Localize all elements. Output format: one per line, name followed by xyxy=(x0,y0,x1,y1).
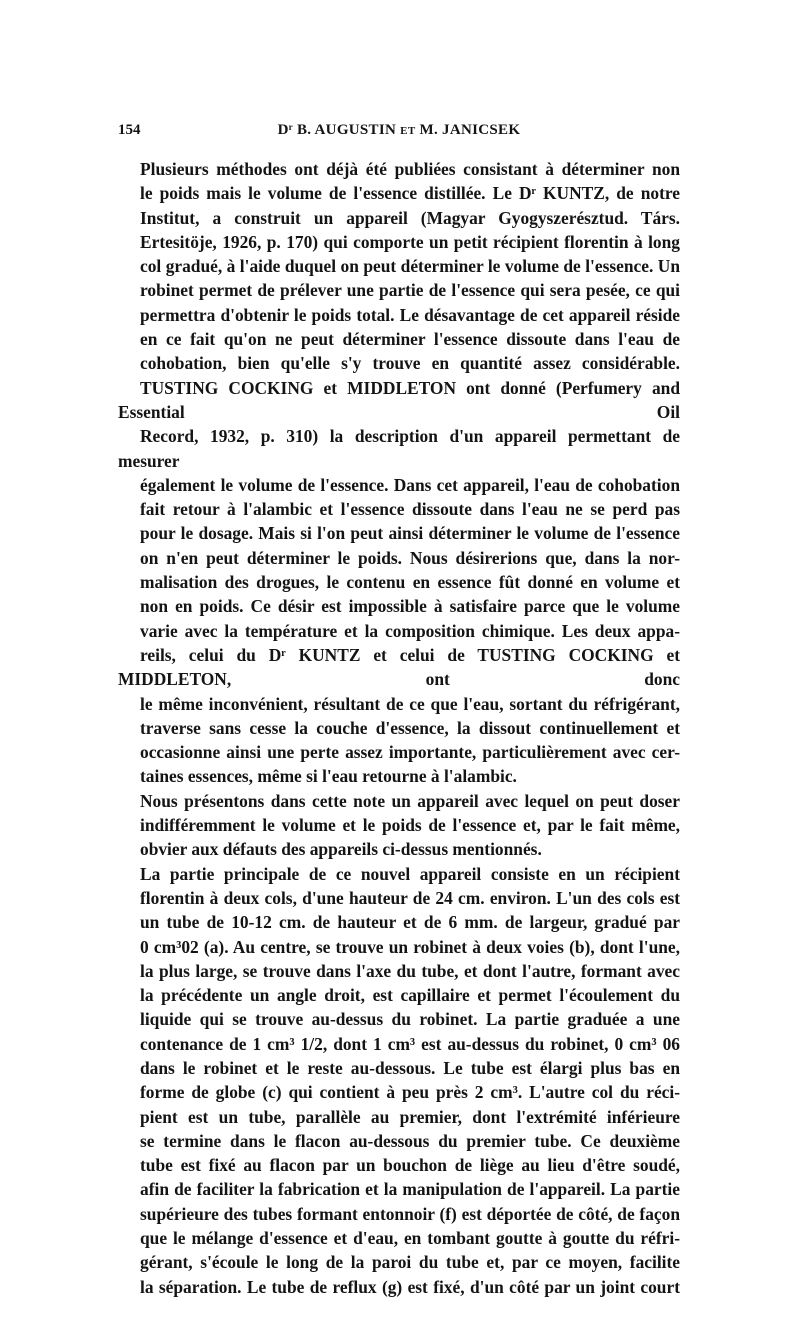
text-line: le poids mais le volume de l'essence distillée. Le Dʳ KUNTZ, de notre xyxy=(140,183,680,204)
text-line: tube est fixé au flacon par un bouchon de liège au lieu d'être soudé, xyxy=(140,1155,680,1176)
text-line: un tube de 10-12 cm. de hauteur et de 6 mm. de largeur, gradué par xyxy=(140,912,680,933)
text-line: en ce fait qu'on ne peut déterminer l'essence dissoute dans l'eau de xyxy=(140,329,680,350)
text-line: la précédente un angle droit, est capillaire et permet l'écoulement du xyxy=(140,985,680,1006)
text-line: occasionne ainsi une perte assez importante, particulièrement avec cer- xyxy=(140,742,680,763)
page-number: 154 xyxy=(118,122,141,138)
text-line: fait retour à l'alambic et l'essence dissoute dans l'eau ne se perd pas xyxy=(140,499,680,520)
text-line: taines essences, même si l'eau retourne à l'alambic. xyxy=(140,766,517,787)
text-line: supérieure des tubes formant entonnoir (f) est déportée de côté, de façon xyxy=(140,1203,680,1224)
paragraph-3 xyxy=(118,862,680,1299)
running-head: Dʳ B. AUGUSTIN et M. JANICSEK xyxy=(277,122,521,138)
text-line: TUSTING COCKING et MIDDLETON ont donné (Perfumery and Essential Oil xyxy=(118,377,680,422)
text-line: obvier aux défauts des appareils ci-dessus mentionnés. xyxy=(140,839,542,860)
text-line: florentin à deux cols, d'une hauteur de 24 cm. environ. L'un des cols est xyxy=(140,887,680,908)
text-line: forme de globe (c) qui contient à peu près 2 cm³. L'autre col du réci- xyxy=(140,1082,680,1103)
text-line: se termine dans le flacon au-dessous du premier tube. Ce deuxième xyxy=(140,1130,680,1151)
text-line: contenance de 1 cm³ 1/2, dont 1 cm³ est au-dessus du robinet, 0 cm³ 06 xyxy=(140,1033,680,1054)
text-line: reils, celui du Dʳ KUNTZ et celui de TUSTING COCKING et MIDDLETON, ont donc xyxy=(118,644,680,690)
text-line: pient est un tube, parallèle au premier, dont l'extrémité inférieure xyxy=(140,1106,680,1127)
text-line: pour le dosage. Mais si l'on peut ainsi déterminer le volume de l'essence xyxy=(140,523,680,544)
text-line: traverse sans cesse la couche d'essence, la dissout continuellement et xyxy=(140,717,680,738)
text-line: 0 cm³02 (a). Au centre, se trouve un robinet à deux voies (b), dont l'une, xyxy=(140,936,680,957)
text-line: Plusieurs méthodes ont déjà été publiées consistant à déterminer non xyxy=(140,159,680,179)
text-line: cohobation, bien qu'elle s'y trouve en quantité assez considérable. xyxy=(140,353,680,374)
text-line: Institut, a construit un appareil (Magyar Gyogyszerésztud. Társ. xyxy=(140,207,680,228)
text-line: robinet permet de prélever une partie de l'essence qui sera pesée, ce qui xyxy=(140,280,680,301)
text-line: liquide qui se trouve au-dessus du robinet. La partie graduée a une xyxy=(140,1009,680,1030)
text-line: le même inconvénient, résultant de ce que l'eau, sortant du réfrigérant, xyxy=(140,693,680,714)
text-line: on n'en peut déterminer le poids. Nous désirerions que, dans la nor- xyxy=(140,547,680,568)
text-line: la plus large, se trouve dans l'axe du tube, et dont l'autre, formant avec xyxy=(140,960,680,981)
text-line: que le mélange d'essence et d'eau, en tombant goutte à goutte du réfri- xyxy=(140,1228,680,1249)
text-line: varie avec la température et la composition chimique. Les deux appa- xyxy=(140,620,680,641)
paragraph-2 xyxy=(118,789,680,862)
text-line: Nous présentons dans cette note un appareil avec lequel on peut doser xyxy=(140,790,680,811)
text-line: non en poids. Ce désir est impossible à satisfaire parce que le volume xyxy=(140,596,680,617)
text-line: Record, 1932, p. 310) la description d'un appareil permettant de mesurer xyxy=(118,426,680,471)
text-line: afin de faciliter la fabrication et la manipulation de l'appareil. La partie xyxy=(140,1179,680,1200)
paragraph-1 xyxy=(118,157,680,789)
text-line: indifféremment le volume et le poids de l'essence et, par le fait même, xyxy=(140,815,680,836)
text-line: La partie principale de ce nouvel appareil consiste en un récipient xyxy=(140,863,680,884)
page-header xyxy=(118,122,680,146)
text-line: Ertesitöje, 1926, p. 170) qui comporte un petit récipient florentin à long xyxy=(140,231,680,252)
text-line: la séparation. Le tube de reflux (g) est fixé, d'un côté par un joint court xyxy=(140,1276,680,1297)
text-line: permettra d'obtenir le poids total. Le désavantage de cet appareil réside xyxy=(140,304,680,325)
text-line: gérant, s'écoule le long de la paroi du tube et, par ce moyen, facilite xyxy=(140,1252,680,1273)
body-text xyxy=(118,157,680,1299)
text-line: col gradué, à l'aide duquel on peut déterminer le volume de l'essence. Un xyxy=(140,256,680,277)
text-line: malisation des drogues, le contenu en essence fût donné en volume et xyxy=(140,572,680,593)
text-line: également le volume de l'essence. Dans cet appareil, l'eau de cohobation xyxy=(140,474,680,495)
text-line: dans le robinet et le reste au-dessous. Le tube est élargi plus bas en xyxy=(140,1057,680,1078)
